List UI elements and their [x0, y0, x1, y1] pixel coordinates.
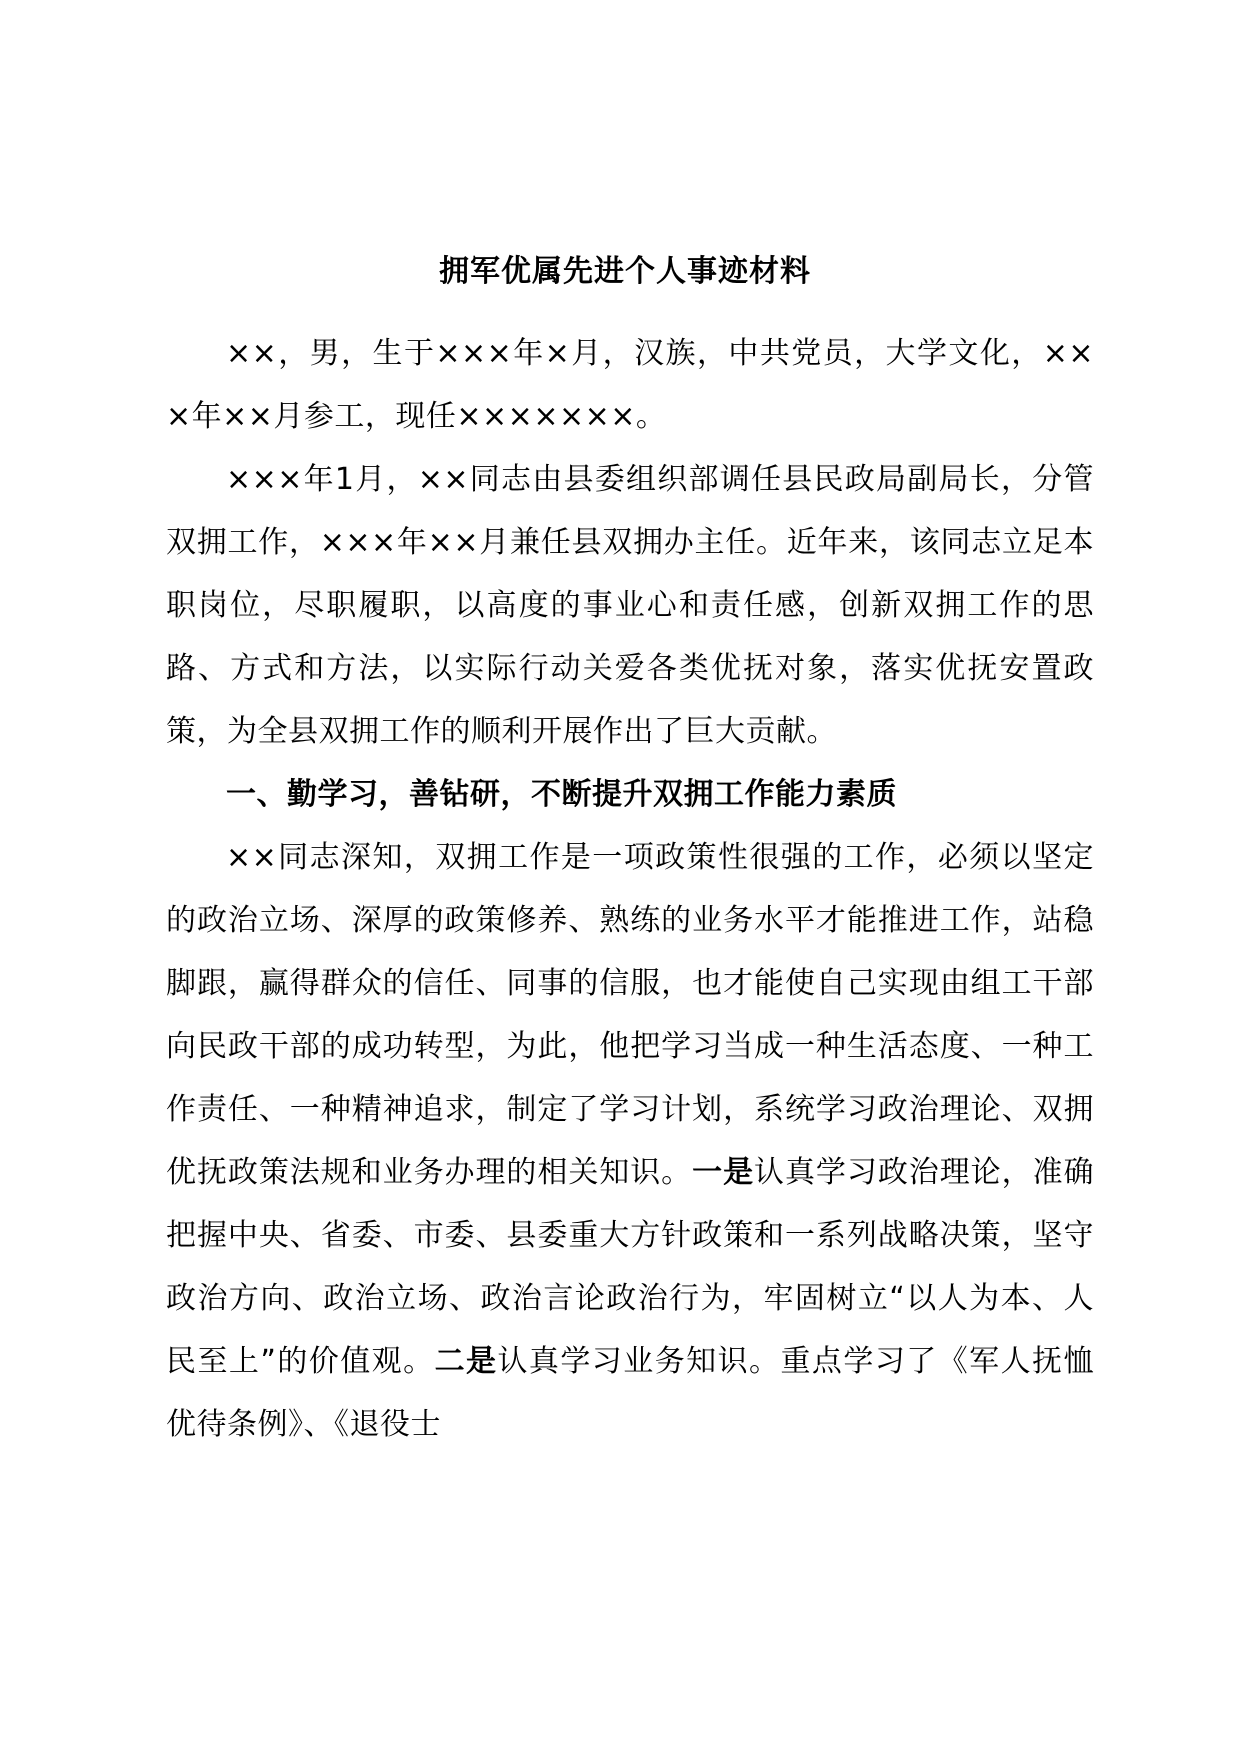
- section-1-marker-1: 一是: [692, 1155, 755, 1190]
- section-1-paragraph: [166, 826, 1094, 1456]
- section-1-text-c: 认真学习业务知识。重点学习了《军人抚恤优待条例》、《退役士: [166, 1344, 1095, 1442]
- section-1-text-a: ××同志深知，双拥工作是一项政策性很强的工作，必须以坚定的政治立场、深厚的政策修养、熟练的业务水平才能推进工作，站稳脚跟，赢得群众的信任、同事的信服，也才能使自己实现由组工干部向民政干部的成功转型，为此，他把学习当成一种生活态度、一种工作责任、一种精神追求，制定了学习计划，系统学习政治理论、双拥优抚政策法规和业务办理的相关知识。: [166, 840, 1094, 1190]
- intro-paragraph-2: ×××年1月，××同志由县委组织部调任县民政局副局长，分管双拥工作，×××年××月兼任县双拥办主任。近年来，该同志立足本职岗位，尽职履职，以高度的事业心和责任感，创新双拥工作的思路、方式和方法，以实际行动关爱各类优抚对象，落实优抚安置政策，为全县双拥工作的顺利开展作出了巨大贡献。: [166, 462, 1094, 749]
- section-1-text-b: 认真学习政治理论，准确把握中央、省委、市委、县委重大方针政策和一系列战略决策，坚守政治方向、政治立场、政治言论政治行为，牢固树立“以人为本、人民至上”的价值观。: [166, 1155, 1095, 1379]
- document-body: [166, 250, 1094, 1456]
- section-1-marker-2: 二是: [434, 1344, 498, 1379]
- document-title: 拥军优属先进个人事迹材料: [439, 254, 811, 289]
- section-1-heading: 一、勤学习，善钻研，不断提升双拥工作能力素质: [226, 777, 897, 812]
- intro-paragraph-1: ××，男，生于×××年×月，汉族，中共党员，大学文化，×××年××月参工，现任×××××××。: [166, 336, 1094, 434]
